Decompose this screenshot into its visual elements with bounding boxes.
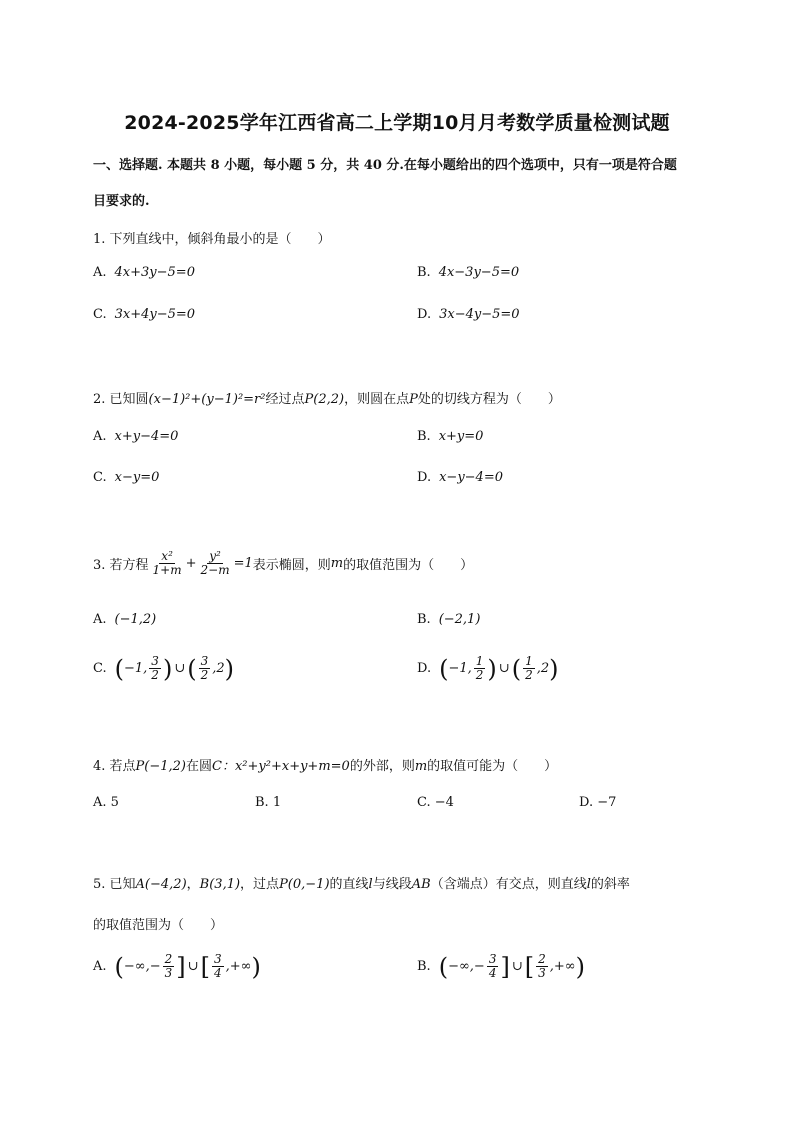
- union-sign: ∪: [511, 959, 523, 975]
- option-expression: x+y=0: [438, 429, 484, 444]
- section-instruction-line-2: 目要求的.: [93, 194, 150, 209]
- line-l: l: [368, 877, 373, 892]
- stem-text: （含端点）有交点，则直线: [430, 877, 587, 892]
- interval-right: ,+∞: [549, 959, 576, 975]
- option-expression: (−1,2): [114, 612, 157, 627]
- point-expression: P(−1,2): [135, 759, 187, 774]
- stem-text: 4. 若点: [93, 759, 136, 774]
- interval-right: ,2: [212, 661, 225, 677]
- stem-text: 在圆: [186, 759, 213, 774]
- q2-option-b: [417, 429, 483, 444]
- fraction: $\frac{1}{2}$: [475, 654, 484, 683]
- stem-text: 表示椭圆，则: [252, 558, 331, 574]
- option-label: B.: [417, 265, 431, 280]
- q2-option-a: [93, 429, 178, 444]
- option-label: A.: [93, 429, 107, 444]
- stem-text: 处的切线方程为（ ）: [417, 392, 561, 407]
- q5-option-a: A. ( −∞,− $\frac{2}{3}$ ] ∪ [ $\frac{3}{4}$ ,+∞ ): [93, 952, 261, 981]
- fraction: $\frac{3}{2}$: [151, 654, 159, 683]
- fraction: $\frac{2}{3}$: [164, 952, 173, 981]
- variable-m: m: [414, 759, 428, 774]
- stem-text: 的外部，则: [349, 759, 415, 774]
- option-label: B.: [417, 429, 431, 444]
- stem-text: ，则圆在点: [344, 392, 410, 407]
- question-3-stem: [93, 550, 473, 577]
- q3-option-b: [417, 612, 480, 627]
- interval-left: −∞,−: [448, 959, 485, 975]
- fraction: $\frac{3}{4}$: [488, 952, 497, 981]
- fraction: $\frac{3}{4}$: [213, 952, 222, 981]
- option-expression: 4x−3y−5=0: [438, 265, 520, 280]
- stem-text: 2. 已知圆: [93, 392, 149, 407]
- q4-option-c: C. −4: [417, 795, 454, 810]
- q4-option-b: B. 1: [255, 795, 282, 810]
- section-instruction-line-1: 一、选择题. 本题共 8 小题，每小题 5 分，共 40 分.在每小题给出的四个选项中，只有一项是符合题: [93, 158, 677, 173]
- circle-equation: C：x²+y²+x+y+m=0: [212, 759, 350, 774]
- union-sign: ∪: [498, 661, 510, 677]
- separator: ，: [186, 877, 200, 892]
- q1-option-b: [417, 265, 519, 280]
- question-2-stem: [93, 388, 561, 407]
- q3-option-d: D. ( −1, $\frac{1}{2}$ ) ∪ ( $\frac{1}{2}$ ,2 ): [417, 654, 559, 683]
- option-label: C.: [93, 307, 107, 322]
- option-label: D.: [417, 661, 432, 677]
- interval-left: −1,: [124, 661, 148, 677]
- stem-text: 的斜率: [590, 877, 630, 892]
- option-expression: x−y−4=0: [439, 470, 503, 485]
- union-sign: ∪: [187, 959, 199, 975]
- stem-text: 经过点: [265, 392, 305, 407]
- question-5-stem-line-2: 的取值范围为（ ）: [93, 918, 224, 933]
- fraction: $\frac{2}{3}$: [538, 952, 546, 981]
- q5-option-b: B. ( −∞,− $\frac{3}{4}$ ] ∪ [ $\frac{2}{3}$ ,+∞ ): [417, 952, 585, 981]
- option-label: D.: [417, 307, 432, 322]
- q1-option-a: [93, 265, 195, 280]
- stem-text: ，过点: [240, 877, 280, 892]
- point-b: B(3,1): [199, 877, 241, 892]
- option-expression: (−2,1): [438, 612, 481, 627]
- option-label: C.: [93, 470, 107, 485]
- option-expression: 3x−4y−5=0: [439, 307, 520, 322]
- stem-text: 的取值范围为（ ）: [343, 558, 474, 574]
- option-label: A.: [93, 265, 107, 280]
- option-expression: 4x+3y−5=0: [114, 265, 195, 280]
- plus-sign: +: [185, 556, 197, 572]
- page-title: 2024-2025学年江西省高二上学期10月月考数学质量检测试题: [124, 112, 670, 134]
- fraction-y: $\frac{\text{y²}}{2-m}$: [200, 549, 230, 578]
- option-label: B.: [417, 959, 431, 975]
- line-l: l: [586, 877, 591, 892]
- option-label: D.: [417, 470, 432, 485]
- stem-text: 的直线: [329, 877, 369, 892]
- union-sign: ∪: [174, 661, 186, 677]
- fraction: $\frac{1}{2}$: [525, 654, 533, 683]
- interval-left: −1,: [448, 661, 472, 677]
- option-expression: x−y=0: [114, 470, 160, 485]
- stem-text: 5. 已知: [93, 877, 136, 892]
- option-label: C.: [93, 661, 107, 677]
- point-a: A(−4,2): [135, 877, 187, 892]
- option-label: A.: [93, 959, 107, 975]
- q4-option-a: A. 5: [93, 795, 119, 810]
- option-label: A.: [93, 612, 107, 627]
- equals-one: =1: [233, 556, 253, 572]
- point-expression: P(2,2): [304, 392, 345, 407]
- q4-option-d: D. −7: [579, 795, 617, 810]
- fraction: $\frac{3}{2}$: [200, 654, 209, 683]
- interval-right: ,2: [536, 661, 550, 677]
- option-expression: 3x+4y−5=0: [114, 307, 196, 322]
- question-4-stem: [93, 755, 557, 774]
- stem-text: 3. 若方程: [93, 558, 149, 574]
- q3-option-a: [93, 612, 156, 627]
- circle-equation: (x−1)²+(y−1)²=r²: [148, 392, 266, 407]
- option-label: B.: [417, 612, 431, 627]
- point-p: P(0,−1): [279, 877, 330, 892]
- fraction-x: $\frac{\text{x²}}{1+m}$: [152, 549, 182, 578]
- interval-right: ,+∞: [225, 959, 252, 975]
- stem-text: 与线段: [372, 877, 412, 892]
- q1-option-d: [417, 307, 520, 322]
- question-5-stem-line-1: [93, 873, 630, 892]
- variable-m: m: [330, 556, 344, 572]
- stem-text: 的取值可能为（ ）: [427, 759, 558, 774]
- option-expression: x+y−4=0: [114, 429, 179, 444]
- q2-option-d: [417, 470, 503, 485]
- q1-option-c: [93, 307, 195, 322]
- segment-ab: AB: [411, 877, 431, 892]
- point-label: P: [409, 392, 418, 407]
- q3-option-c: C. ( −1, $\frac{3}{2}$ ) ∪ ( $\frac{3}{2}$ ,2 ): [93, 654, 235, 683]
- q2-option-c: [93, 470, 159, 485]
- question-1-stem: 1. 下列直线中，倾斜角最小的是（ ）: [93, 232, 331, 247]
- interval-left: −∞,−: [123, 959, 161, 975]
